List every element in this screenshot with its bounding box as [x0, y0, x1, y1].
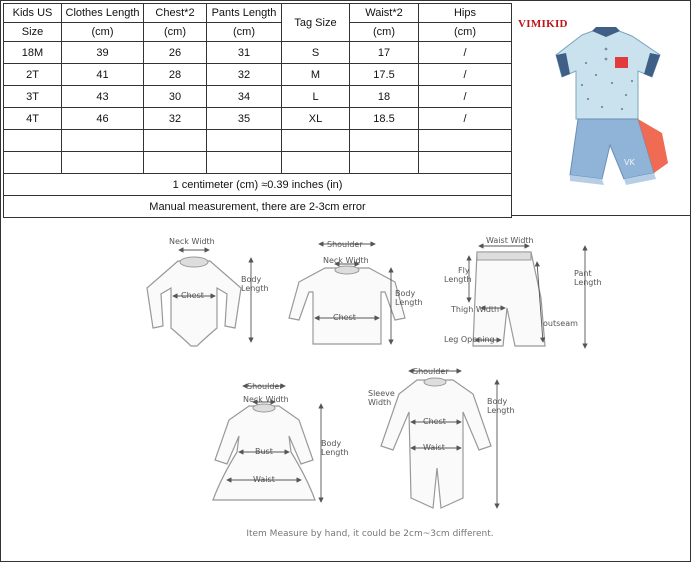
table-cell: [62, 130, 144, 152]
table-cell: 34: [207, 86, 282, 108]
svg-text:Neck Width: Neck Width: [169, 237, 215, 246]
note-cell: 1 centimeter (cm) ≈0.39 inches (in): [4, 174, 512, 196]
table-cell: [350, 152, 419, 174]
table-cell: S: [282, 42, 350, 64]
table-cell: 18M: [4, 42, 62, 64]
column-header: Chest*2: [144, 4, 207, 23]
svg-text:Chest: Chest: [181, 291, 204, 300]
table-row: [4, 130, 512, 152]
dress-diagram: [213, 382, 349, 502]
table-cell: 46: [62, 108, 144, 130]
table-cell: [419, 152, 512, 174]
table-cell: 2T: [4, 64, 62, 86]
table-row: [4, 64, 512, 86]
diagram-footer-note: Item Measure by hand, it could be 2cm~3cm different.: [246, 529, 494, 539]
table-row: [4, 86, 512, 108]
table-cell: [282, 130, 350, 152]
column-header: Tag Size: [282, 4, 350, 42]
column-header-unit: (cm): [419, 23, 512, 42]
table-cell: 32: [207, 64, 282, 86]
product-photo: [511, 3, 690, 216]
svg-text:Waist: Waist: [253, 475, 275, 484]
note-cell: Manual measurement, there are 2-3cm error: [4, 196, 512, 218]
pants-diagram: [444, 236, 602, 348]
svg-text:outseam: outseam: [543, 319, 578, 328]
svg-text:Waist Width: Waist Width: [486, 236, 534, 245]
column-header: Kids US: [4, 4, 62, 23]
table-cell: [144, 130, 207, 152]
svg-text:Leg Opening: Leg Opening: [444, 335, 495, 344]
kids-outfit-illustration: [512, 3, 690, 215]
note-row: [4, 196, 512, 218]
table-cell: [4, 130, 62, 152]
table-cell: [144, 152, 207, 174]
table-row: [4, 152, 512, 174]
svg-text:Body: Body: [241, 275, 262, 284]
svg-text:Thigh Width: Thigh Width: [451, 305, 500, 314]
header-row-units: [4, 23, 512, 42]
table-cell: 28: [144, 64, 207, 86]
table-cell: XL: [282, 108, 350, 130]
svg-text:Chest: Chest: [423, 417, 446, 426]
table-cell: 35: [207, 108, 282, 130]
header-row: [4, 4, 512, 23]
svg-text:Length: Length: [574, 278, 602, 287]
table-cell: 3T: [4, 86, 62, 108]
column-header-unit: Size: [4, 23, 62, 42]
svg-text:Length: Length: [321, 448, 349, 457]
svg-text:Body: Body: [321, 439, 342, 448]
table-cell: 39: [62, 42, 144, 64]
column-header-unit: (cm): [62, 23, 144, 42]
table-cell: 31: [207, 42, 282, 64]
svg-text:VK: VK: [624, 158, 635, 167]
table-cell: 17: [350, 42, 419, 64]
bodysuit-diagram: [147, 237, 269, 346]
table-cell: L: [282, 86, 350, 108]
svg-text:Fly: Fly: [458, 266, 470, 275]
svg-text:Body: Body: [395, 289, 416, 298]
table-row: [4, 42, 512, 64]
table-cell: [419, 130, 512, 152]
svg-text:Width: Width: [368, 398, 392, 407]
svg-text:Shoulder: Shoulder: [247, 382, 283, 391]
svg-text:Sleeve: Sleeve: [368, 389, 395, 398]
table-cell: 18.5: [350, 108, 419, 130]
table-cell: [62, 152, 144, 174]
table-cell: 32: [144, 108, 207, 130]
table-cell: /: [419, 108, 512, 130]
table-cell: [207, 130, 282, 152]
measurement-diagram: [3, 216, 689, 560]
size-table-body: [4, 4, 512, 218]
table-cell: 30: [144, 86, 207, 108]
svg-text:Shoulder: Shoulder: [327, 240, 363, 249]
svg-text:Bust: Bust: [255, 447, 273, 456]
table-cell: 43: [62, 86, 144, 108]
brand-logo: VIMIKID: [518, 18, 568, 30]
table-cell: 17.5: [350, 64, 419, 86]
svg-text:Waist: Waist: [423, 443, 445, 452]
table-cell: /: [419, 64, 512, 86]
table-cell: [207, 152, 282, 174]
table-row: [4, 108, 512, 130]
column-header: Clothes Length: [62, 4, 144, 23]
size-table: [3, 3, 512, 218]
svg-text:Pant: Pant: [574, 269, 592, 278]
svg-text:Neck Width: Neck Width: [323, 256, 369, 265]
svg-text:Body: Body: [487, 397, 508, 406]
svg-text:Length: Length: [395, 298, 423, 307]
column-header-unit: (cm): [350, 23, 419, 42]
table-cell: /: [419, 86, 512, 108]
table-cell: /: [419, 42, 512, 64]
column-header: Waist*2: [350, 4, 419, 23]
svg-text:Neck Width: Neck Width: [243, 395, 289, 404]
svg-text:Shoulder: Shoulder: [413, 367, 449, 376]
svg-text:Length: Length: [241, 284, 269, 293]
table-cell: [282, 152, 350, 174]
svg-text:Chest: Chest: [333, 313, 356, 322]
table-cell: 18: [350, 86, 419, 108]
shirt-diagram: [289, 240, 423, 344]
table-cell: M: [282, 64, 350, 86]
svg-text:Length: Length: [444, 275, 472, 284]
romper-diagram: [368, 367, 515, 508]
note-row: [4, 174, 512, 196]
column-header: Hips: [419, 4, 512, 23]
svg-text:Length: Length: [487, 406, 515, 415]
table-cell: 4T: [4, 108, 62, 130]
table-cell: [4, 152, 62, 174]
table-cell: 41: [62, 64, 144, 86]
column-header-unit: (cm): [207, 23, 282, 42]
column-header: Pants Length: [207, 4, 282, 23]
table-cell: 26: [144, 42, 207, 64]
table-cell: [350, 130, 419, 152]
column-header-unit: (cm): [144, 23, 207, 42]
